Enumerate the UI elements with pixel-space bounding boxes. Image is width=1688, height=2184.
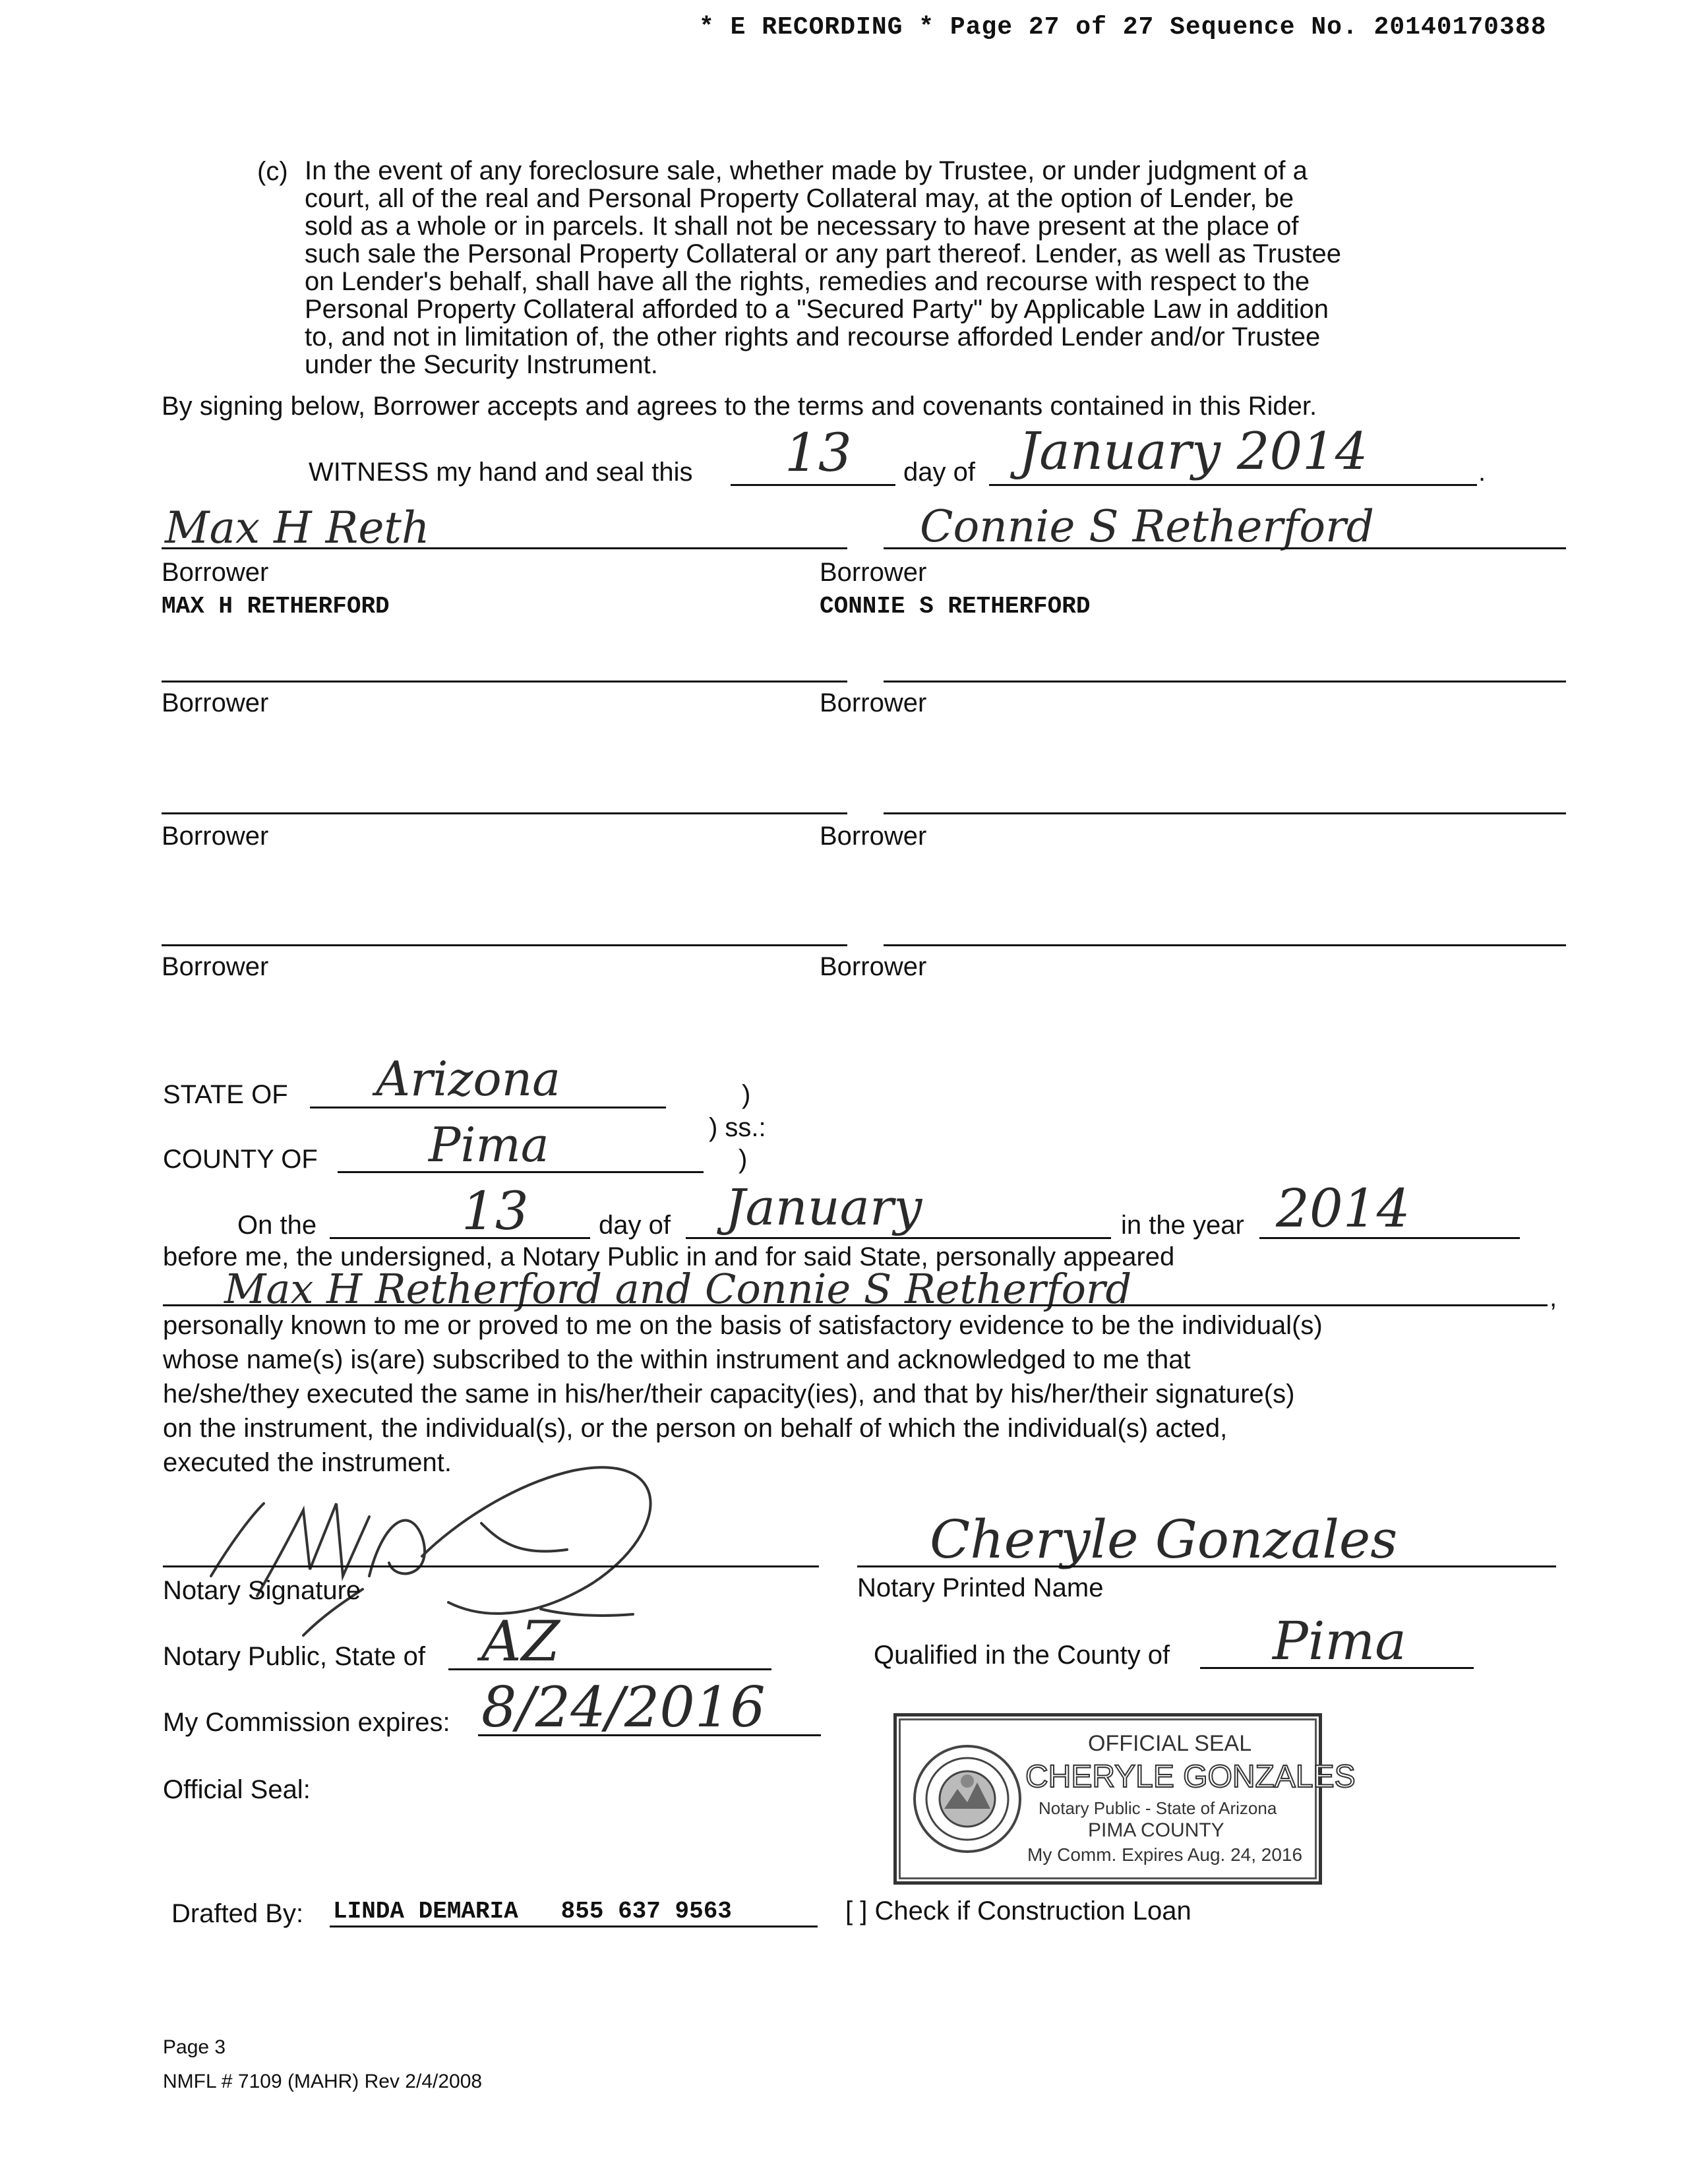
qualified-county-label: Qualified in the County of — [874, 1641, 1170, 1670]
borrower-signature-connie: Connie S Retherford — [920, 501, 1374, 552]
clause-line: under the Security Instrument. — [305, 350, 658, 379]
clause-label: (c) — [257, 157, 288, 186]
borrower-label: Borrower — [162, 558, 269, 587]
venue-ss: ) ss.: — [709, 1113, 766, 1142]
clause-line: such sale the Personal Property Collateral or any part thereof. Lender, as well as Trustee — [305, 239, 1341, 268]
notary-day-of-label: day of — [599, 1211, 671, 1240]
borrower-label: Borrower — [162, 688, 269, 717]
official-seal-label: Official Seal: — [163, 1775, 311, 1804]
clause-line: to, and not in limitation of, the other rights and recourse afforded Lender and/or Trustee — [305, 322, 1321, 351]
page-number: Page 3 — [163, 2036, 226, 2058]
form-number: NMFL # 7109 (MAHR) Rev 2/4/2008 — [163, 2071, 483, 2092]
acknowledgment-line: executed the instrument. — [163, 1448, 452, 1477]
borrower-label: Borrower — [820, 688, 927, 717]
borrower-name-connie: CONNIE S RETHERFORD — [820, 593, 1091, 620]
construction-loan-checkbox: [ ] Check if Construction Loan — [845, 1896, 1191, 1926]
witness-day-handwritten: 13 — [785, 422, 852, 483]
state-of-label: STATE OF — [163, 1080, 288, 1109]
county-of-label: COUNTY OF — [163, 1145, 318, 1174]
borrower-label: Borrower — [162, 952, 269, 981]
borrower-label: Borrower — [820, 952, 927, 981]
clause-line: on Lender's behalf, shall have all the rights, remedies and recourse with respect to the — [305, 267, 1310, 296]
qualified-county-handwritten: Pima — [1273, 1610, 1406, 1672]
seal-line-county: PIMA COUNTY — [1088, 1819, 1224, 1841]
borrower-signature-max: Max H Reth — [165, 502, 430, 553]
acceptance-statement: By signing below, Borrower accepts and agrees to the terms and covenants contained in this Rider. — [162, 392, 1317, 421]
clause-line: sold as a whole or in parcels. It shall not be necessary to have present at the place of — [305, 212, 1299, 241]
acknowledgment-line: on the instrument, the individual(s), or the person on behalf of which the individual(s) acted, — [163, 1414, 1228, 1443]
witness-month-year-handwritten: January 2014 — [1019, 422, 1368, 481]
commission-expires-handwritten: 8/24/2016 — [481, 1675, 766, 1740]
borrower-label: Borrower — [820, 822, 927, 851]
appeared-text: before me, the undersigned, a Notary Public in and for said State, personally appeared — [163, 1242, 1175, 1271]
witness-period: . — [1478, 458, 1486, 487]
seal-line-state: Notary Public - State of Arizona — [1039, 1798, 1277, 1818]
state-of-handwritten: Arizona — [376, 1051, 561, 1107]
notary-public-state-label: Notary Public, State of — [163, 1642, 425, 1671]
notary-printed-name-label: Notary Printed Name — [857, 1573, 1104, 1602]
on-the-label: On the — [237, 1211, 317, 1240]
witness-day-of: day of — [903, 458, 975, 487]
clause-line: court, all of the real and Personal Property Collateral may, at the option of Lender, be — [305, 184, 1294, 213]
venue-paren: ) — [742, 1080, 751, 1109]
acknowledgment-line: personally known to me or proved to me on the basis of satisfactory evidence to be the individual(s) — [163, 1311, 1323, 1340]
appeared-comma: , — [1550, 1283, 1557, 1312]
clause-line: In the event of any foreclosure sale, whether made by Trustee, or under judgment of a — [305, 156, 1308, 185]
acknowledgment-line: whose name(s) is(are) subscribed to the within instrument and acknowledged to me that — [163, 1345, 1191, 1374]
borrower-label: Borrower — [820, 558, 927, 587]
official-seal-stamp — [893, 1713, 1356, 1885]
notary-public-state-handwritten: AZ — [481, 1609, 560, 1674]
seal-line-official: OFFICIAL SEAL — [1088, 1731, 1252, 1756]
venue-paren: ) — [738, 1145, 748, 1174]
clause-line: Personal Property Collateral afforded to a "Secured Party" by Applicable Law in addition — [305, 295, 1329, 324]
notary-month-handwritten: January — [725, 1178, 922, 1236]
drafted-by-value: LINDA DEMARIA 855 637 9563 — [333, 1898, 732, 1925]
appeared-names-handwritten: Max H Retherford and Connie S Retherford — [224, 1265, 1132, 1313]
notary-day-handwritten: 13 — [462, 1180, 529, 1242]
notary-signature-label: Notary Signature — [163, 1576, 361, 1605]
borrower-name-max: MAX H RETHERFORD — [162, 593, 390, 620]
seal-line-expires: My Comm. Expires Aug. 24, 2016 — [1027, 1844, 1303, 1865]
commission-expires-label: My Commission expires: — [163, 1708, 450, 1737]
in-the-year-label: in the year — [1121, 1211, 1244, 1240]
seal-line-name: CHERYLE GONZALES — [1025, 1759, 1356, 1794]
clause-c-text — [305, 157, 1341, 379]
county-of-handwritten: Pima — [429, 1117, 549, 1172]
notary-printed-name-handwritten: Cheryle Gonzales — [930, 1509, 1398, 1570]
notary-year-handwritten: 2014 — [1276, 1178, 1410, 1239]
acknowledgment-line: he/she/they executed the same in his/her/their capacity(ies), and that by his/her/their signature(s) — [163, 1380, 1295, 1409]
witness-prefix: WITNESS my hand and seal this — [309, 458, 693, 487]
recording-header: * E RECORDING * Page 27 of 27 Sequence No. 20140170388 — [699, 13, 1547, 42]
borrower-label: Borrower — [162, 822, 269, 851]
arizona-seal-emblem — [911, 1743, 1023, 1855]
drafted-by-label: Drafted By: — [171, 1899, 304, 1928]
